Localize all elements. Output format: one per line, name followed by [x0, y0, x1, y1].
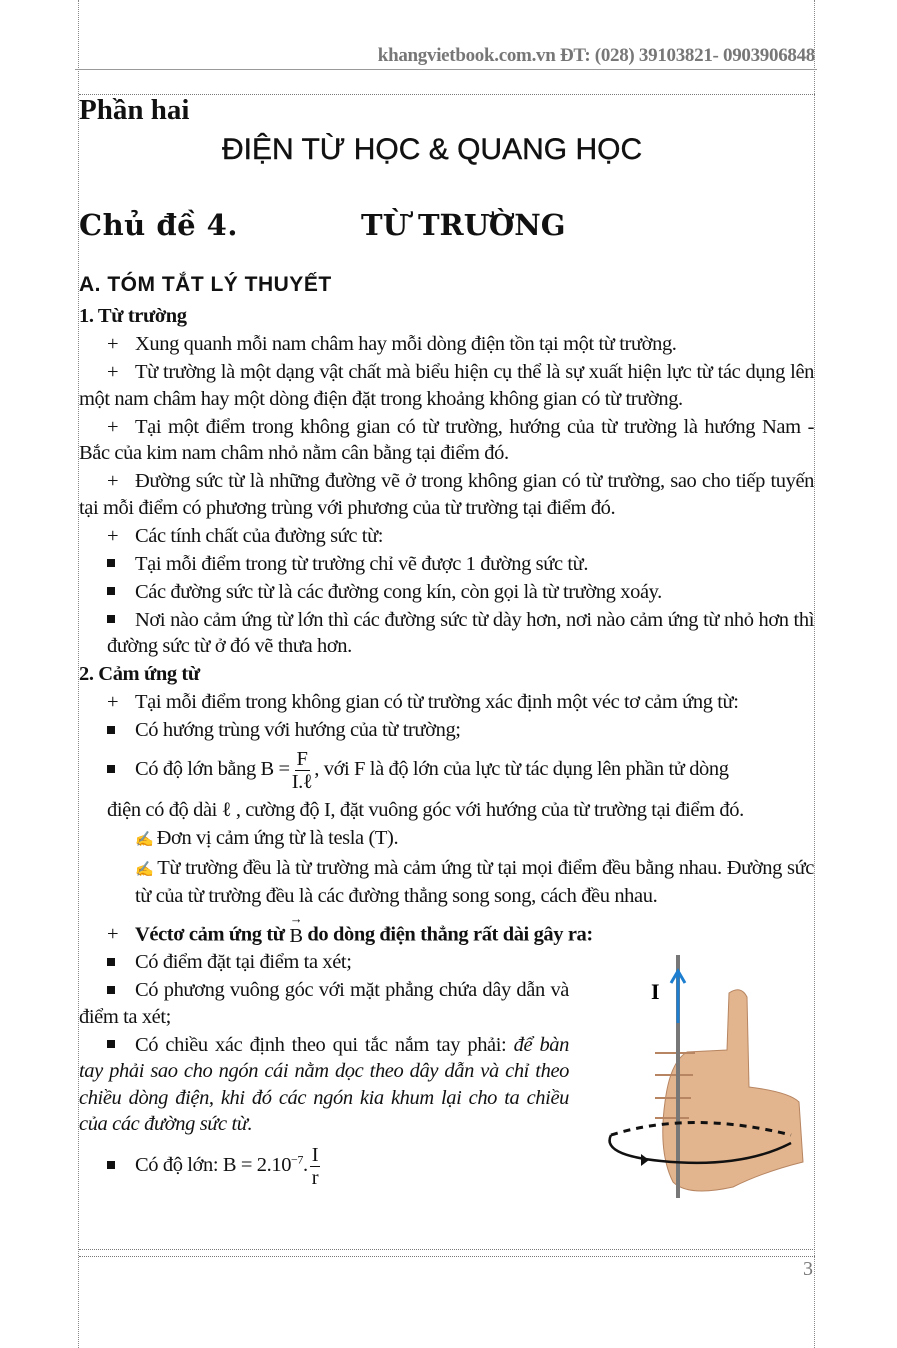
page-header: khangvietbook.com.vn ĐT: (028) 39103821- 0903906848	[377, 45, 815, 66]
formula-fraction: $\frac{I}{r}$	[311, 1143, 319, 1189]
body-text	[79, 303, 814, 1203]
page-number: 3	[803, 1258, 813, 1280]
bullet-item: Nơi nào cảm ứng từ lớn thì các đường sức từ dày hơn, nơi nào cảm ứng từ nhỏ hơn thì đường sức từ ở đó vẽ thưa hơn.	[107, 608, 814, 657]
topic-title: TỪ TRƯỜNG	[361, 208, 566, 242]
text-area-bottom	[79, 1249, 815, 1250]
vector-b: → B	[289, 910, 303, 947]
right-hand-rule-figure	[589, 953, 814, 1203]
formula-fraction: $\frac{F}{\text{I.ℓ}}$	[291, 747, 313, 793]
current-label: I	[651, 979, 660, 1004]
list-item: + Đường sức từ là những đường vẽ ở trong không gian có từ trường, sao cho tiếp tuyến tại mỗi điểm có phương trùng với phương của từ trường tại điểm đó.	[79, 470, 814, 519]
note-item: ✍ Đơn vị cảm ứng từ là tesla (T).	[135, 826, 399, 849]
bullet-item: Có hướng trùng với hướng của từ trường;	[79, 717, 814, 744]
bullet-item: Có phương vuông góc với mặt phẳng chứa dây dẫn và điểm ta xét;	[79, 979, 569, 1028]
bullet-item: Có chiều xác định theo qui tắc nắm tay phải: để bàn tay phải sao cho ngón cái nằm dọc theo dây dẫn và chỉ theo chiều dòng điện, khi đó các ngón kia khum lại cho ta chiều của các đường sức từ.	[79, 1033, 569, 1135]
list-item: + Tại mỗi điểm trong không gian có từ trường xác định một véc tơ cảm ứng từ:	[107, 691, 739, 713]
list-item: + Tại một điểm trong không gian có từ trường, hướng của từ trường là hướng Nam - Bắc của kim nam châm nhỏ nằm cân bằng tại điểm đó.	[79, 415, 814, 464]
paragraph: điện có độ dài ℓ , cường độ I, đặt vuông góc với hướng của từ trường tại điểm đó.	[107, 798, 744, 821]
bullet-item: Tại mỗi điểm trong từ trường chỉ vẽ được 1 đường sức từ.	[79, 551, 814, 578]
margin-guide-right	[814, 0, 815, 1348]
note-item: ✍ Từ trường đều là từ trường mà cảm ứng từ tại mọi điểm đều bằng nhau. Đường sức từ của từ trường đều là các đường thẳng song song, cách đều nhau.	[135, 856, 814, 907]
list-item: + Các tính chất của đường sức từ:	[107, 524, 384, 547]
pencil-icon: ✍	[135, 831, 157, 848]
part-title: ĐIỆN TỪ HỌC & QUANG HỌC	[222, 133, 643, 166]
subsection-title: 1. Từ trường	[79, 305, 187, 327]
list-item: + Véctơ cảm ứng từ → B do dòng điện thẳng rất dài gây ra:	[107, 910, 593, 947]
bullet-item: Có độ lớn bằng B = $\frac{F}{\text{I.ℓ}}$ , với F là độ lớn của lực từ tác dụng lên phần tử dòng	[79, 748, 814, 793]
pencil-icon: ✍	[135, 861, 158, 878]
bullet-item: Các đường sức từ là các đường cong kín, còn gọi là từ trường xoáy.	[79, 579, 814, 606]
header-rule	[75, 69, 817, 70]
part-label: Phần hai	[79, 94, 190, 126]
footer-area-top	[79, 1256, 815, 1257]
list-item: + Xung quanh mỗi nam châm hay mỗi dòng điện tồn tại một từ trường.	[107, 333, 677, 355]
subsection-title: 2. Cảm ứng từ	[79, 663, 200, 685]
topic-label: Chủ đề 4.	[79, 208, 238, 242]
section-heading: A. TÓM TẮT LÝ THUYẾT	[79, 273, 332, 296]
bullet-item: Có độ lớn: $B = 2.10^{-7}$. $\frac{I}{r}$	[79, 1144, 814, 1189]
list-item: + Từ trường là một dạng vật chất mà biểu hiện cụ thể là sự xuất hiện lực từ tác dụng lên một nam châm hay một dòng điện đặt trong khoảng không gian có từ trường.	[79, 361, 814, 410]
bullet-item: Có điểm đặt tại điểm ta xét;	[79, 949, 814, 976]
